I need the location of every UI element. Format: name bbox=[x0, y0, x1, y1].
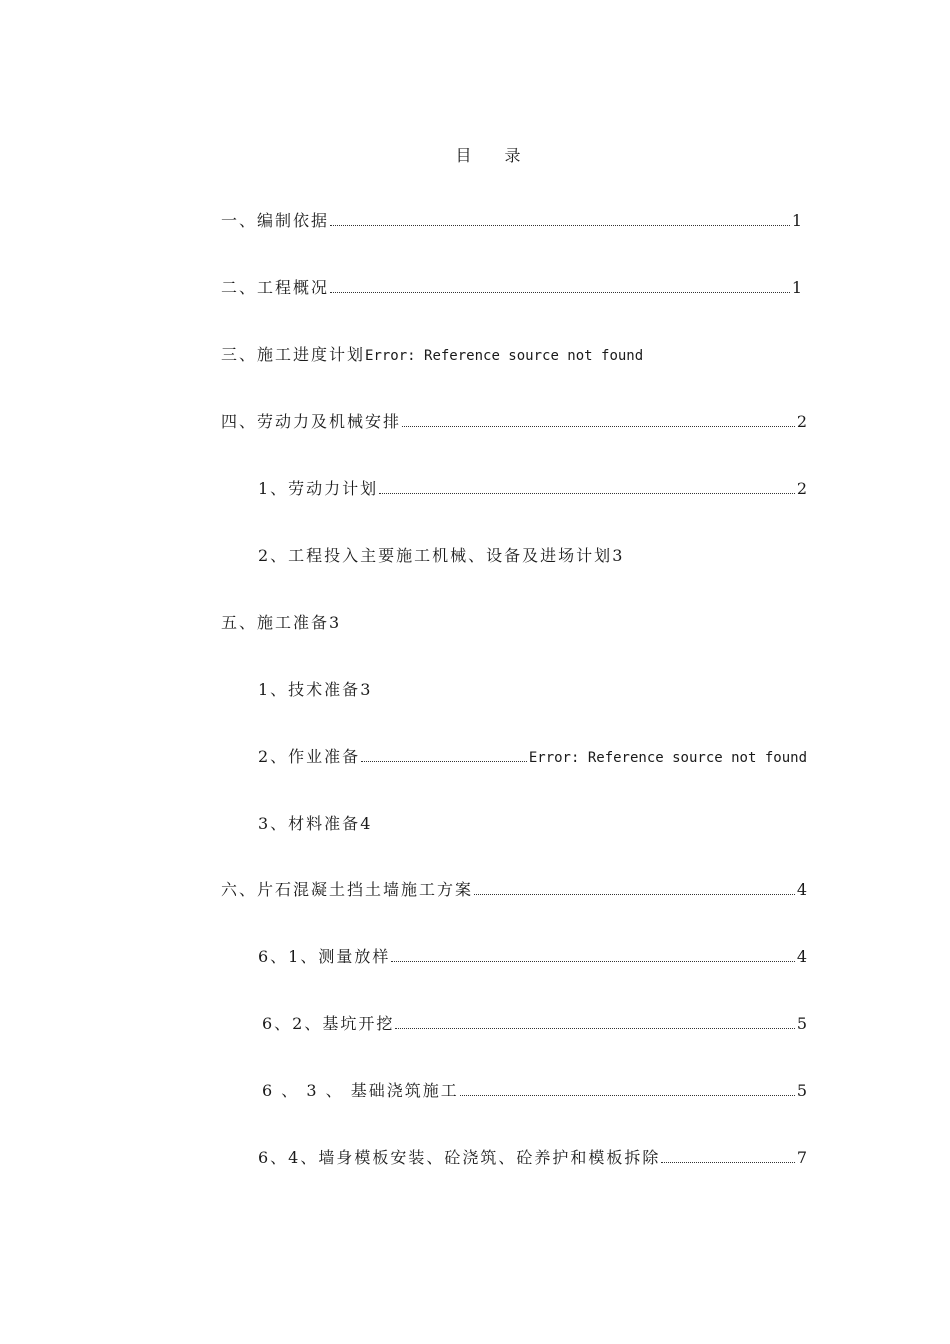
toc-entry-label: 五、施工准备 bbox=[221, 613, 330, 632]
toc-entry[interactable] bbox=[262, 1080, 807, 1102]
toc-entry-label: 二、工程概况 bbox=[221, 278, 330, 297]
toc-entry-label: 一、编制依据 bbox=[221, 211, 330, 230]
dot-leader bbox=[391, 961, 794, 962]
toc-entry-page: 3 bbox=[360, 680, 371, 699]
toc-entry-page: 2 bbox=[796, 479, 807, 498]
toc-entry-page: 3 bbox=[329, 613, 340, 632]
toc-entry[interactable] bbox=[258, 545, 622, 567]
dot-leader bbox=[474, 894, 795, 895]
toc-entry[interactable] bbox=[221, 277, 802, 299]
toc-entry-label: 2、作业准备 bbox=[258, 747, 361, 766]
toc-entry[interactable] bbox=[258, 1147, 807, 1169]
toc-entry-page: 1 bbox=[791, 278, 802, 297]
toc-entry-page: 5 bbox=[796, 1014, 807, 1033]
toc-entry[interactable] bbox=[258, 746, 807, 769]
dot-leader bbox=[395, 1028, 794, 1029]
toc-entry[interactable] bbox=[258, 813, 370, 835]
toc-entry[interactable] bbox=[258, 478, 807, 500]
toc-entry-page: 7 bbox=[796, 1148, 807, 1167]
toc-entry[interactable] bbox=[221, 411, 807, 433]
toc-entry-label: 3、材料准备 bbox=[258, 814, 361, 833]
toc-entry-page: 4 bbox=[796, 880, 807, 899]
toc-entry-reference-error: Error: Reference source not found bbox=[528, 750, 807, 766]
toc-entry[interactable] bbox=[262, 1013, 807, 1035]
toc-entry[interactable] bbox=[221, 612, 339, 634]
dot-leader bbox=[661, 1162, 794, 1163]
dot-leader bbox=[402, 426, 795, 427]
toc-entry-page: 4 bbox=[360, 814, 371, 833]
toc-entry-page: 5 bbox=[796, 1081, 807, 1100]
toc-entry[interactable] bbox=[258, 946, 807, 968]
toc-entry-label: 1、劳动力计划 bbox=[258, 479, 379, 498]
toc-entry-reference-error: Error: Reference source not found bbox=[365, 348, 644, 364]
toc-entry-label: 四、劳动力及机械安排 bbox=[221, 412, 402, 431]
toc-title: 目 录 bbox=[455, 146, 535, 165]
toc-entry-label: 6 、 3 、 基础浇筑施工 bbox=[262, 1081, 459, 1100]
toc-entry-label: 三、施工进度计划 bbox=[221, 345, 366, 364]
toc-entry[interactable] bbox=[221, 879, 807, 901]
toc-entry-label: 6、2、基坑开挖 bbox=[262, 1014, 395, 1033]
dot-leader bbox=[330, 292, 790, 293]
toc-entry-page: 4 bbox=[796, 947, 807, 966]
dot-leader bbox=[330, 225, 790, 226]
toc-entry-page: 1 bbox=[791, 211, 802, 230]
toc-entry[interactable] bbox=[221, 344, 643, 367]
toc-entry-label: 6、1、测量放样 bbox=[258, 947, 391, 966]
dot-leader bbox=[460, 1095, 795, 1096]
toc-entry-page: 3 bbox=[612, 546, 623, 565]
toc-entry[interactable] bbox=[258, 679, 370, 701]
toc-entry-label: 2、工程投入主要施工机械、设备及进场计划 bbox=[258, 546, 613, 565]
dot-leader bbox=[379, 493, 795, 494]
dot-leader bbox=[361, 761, 527, 762]
toc-entry[interactable] bbox=[221, 210, 802, 232]
toc-entry-label: 6、4、墙身模板安装、砼浇筑、砼养护和模板拆除 bbox=[258, 1148, 661, 1167]
toc-entry-page: 2 bbox=[796, 412, 807, 431]
toc-entry-label: 六、片石混凝土挡土墙施工方案 bbox=[221, 880, 474, 899]
toc-entry-label: 1、技术准备 bbox=[258, 680, 361, 699]
